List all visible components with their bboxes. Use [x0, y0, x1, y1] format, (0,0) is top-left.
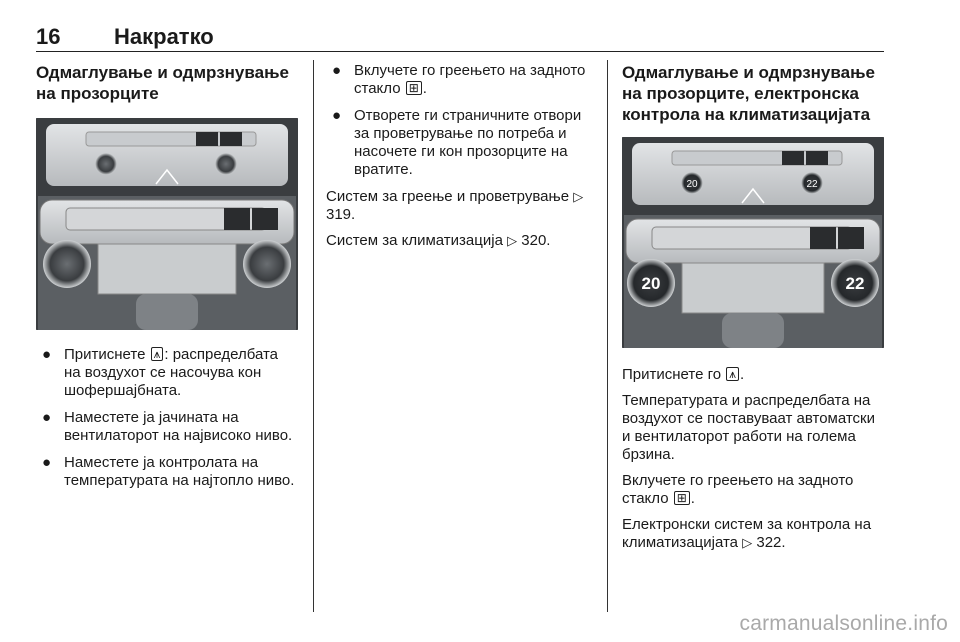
knob-left-temp-label: 20 — [641, 274, 661, 293]
knob-right-temp-label: 22 — [845, 274, 865, 293]
paragraph: Вклучете го греењето на задното стакло ⊞ . — [622, 472, 854, 507]
column-divider — [607, 60, 608, 612]
column-3 — [622, 62, 884, 560]
steps-list — [36, 346, 298, 490]
list-item: ● Вклучете го греењето на задното стакло ⊞ . — [332, 62, 586, 97]
climate-panel-illustration — [36, 118, 298, 330]
paragraph: Температурата и распределбата на воздухот се поставуваат автоматски и вентилаторот работи на голема брзина. — [622, 392, 876, 463]
climate-panel-figure-electronic — [622, 137, 884, 348]
bullet: ● — [42, 346, 52, 363]
page-ref-arrow-icon: ▷ — [507, 233, 518, 248]
bullet: ● — [42, 409, 52, 426]
rear-window-heat-icon: ⊞ — [406, 81, 422, 95]
page-ref-arrow-icon: ▷ — [742, 535, 753, 550]
section-title: Накратко — [114, 24, 214, 49]
list-item: ● Отворете ги страничните отвори за проветрување по потреба и насочете ги кон прозорците на вратите. — [332, 107, 582, 178]
bullet: ● — [332, 62, 342, 79]
steps-list-continued — [326, 62, 592, 179]
rear-window-heat-icon: ⊞ — [674, 491, 690, 505]
page-ref-arrow-icon: ▷ — [573, 189, 584, 204]
cross-reference[interactable]: Електронски систем за контрола на климатизацијата ▷ 322. — [622, 516, 872, 551]
climate-panel-figure-manual — [36, 118, 298, 330]
bullet: ● — [332, 107, 342, 124]
windshield-defrost-icon: ⩚ — [151, 347, 164, 361]
knob-right-small-label: 22 — [806, 179, 818, 190]
list-item: ● Наместете ја јачината на вентилаторот на највисоко ниво. — [42, 409, 293, 444]
page-number: 16 — [36, 24, 61, 49]
cross-reference[interactable]: Систем за греење и проветрување ▷ 319. — [326, 188, 584, 223]
heading-defog-electronic: Одмаглување и одмрзнување на прозорците, електронска контрола на климатизацијата — [622, 63, 875, 124]
paragraph: Притиснете го ⩚ . — [622, 366, 745, 383]
watermark: carmanualsonline.info — [739, 612, 948, 635]
climate-panel-illustration — [622, 137, 884, 348]
list-item: ● Наместете ја контролата на температурата на најтопло ниво. — [42, 454, 295, 489]
windshield-defrost-icon: ⩚ — [726, 367, 739, 381]
column-2 — [326, 62, 592, 258]
cross-reference[interactable]: Систем за климатизација ▷ 320. — [326, 232, 551, 249]
column-1 — [36, 62, 298, 499]
page-header — [36, 22, 884, 52]
bullet: ● — [42, 454, 52, 471]
heading-defog: Одмаглување и одмрзнување на прозорците — [36, 63, 289, 103]
column-divider — [313, 60, 314, 612]
knob-left-small-label: 20 — [686, 179, 698, 190]
list-item: ● Притиснете ⩚ : распределбата на воздухот се насочува кон шофершајбната. — [42, 346, 279, 399]
